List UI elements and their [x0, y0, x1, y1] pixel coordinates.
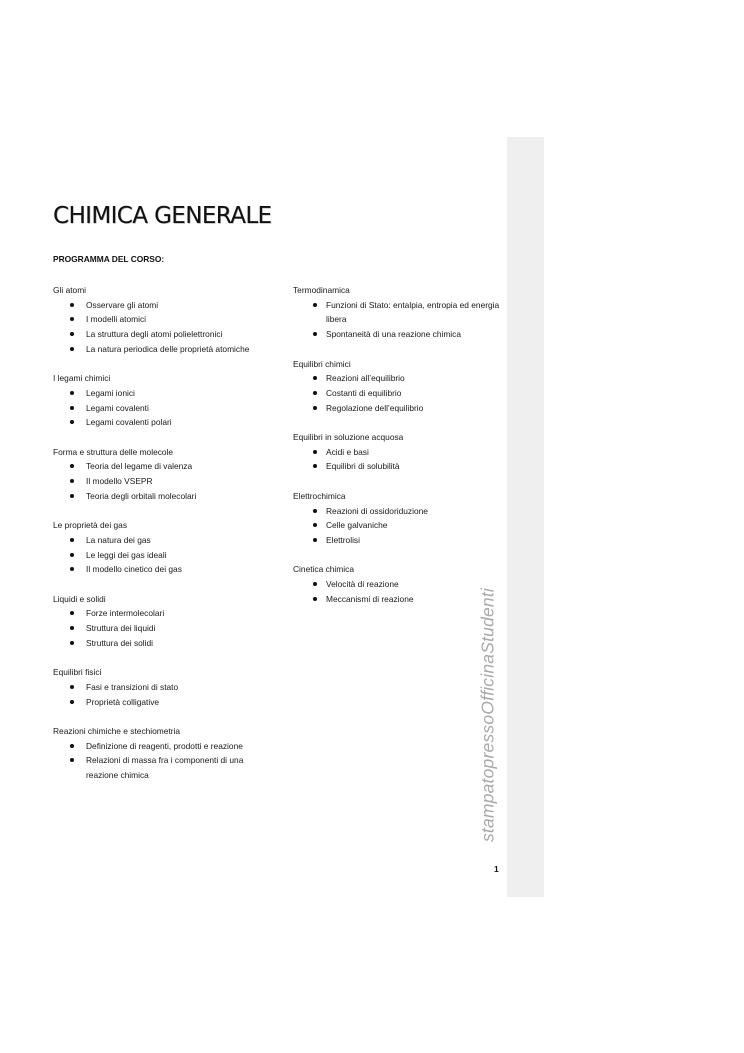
list-item-text: La natura periodica delle proprietà atomiche — [86, 343, 250, 354]
list-item — [53, 459, 253, 474]
bullet-list — [293, 577, 503, 606]
bullet-icon — [313, 523, 317, 527]
list-item — [53, 533, 253, 548]
bullet-list — [53, 298, 253, 357]
list-item — [293, 298, 503, 327]
section-equilibri-chimici — [293, 357, 503, 416]
list-item-text: Meccanismi di reazione — [326, 593, 414, 604]
list-item-text: Legami covalenti polari — [86, 417, 172, 428]
list-item — [53, 298, 253, 313]
section-gli-atomi — [53, 283, 253, 357]
bullet-icon — [70, 391, 74, 395]
bullet-list — [293, 445, 503, 474]
bullet-list — [293, 298, 503, 342]
bullet-icon — [313, 376, 317, 380]
section-title: Equilibri chimici — [293, 358, 351, 369]
section-title: I legami chimici — [53, 373, 111, 384]
section-equilibri-in-soluzione-acquosa — [293, 430, 503, 474]
list-item-text: Definizione di reagenti, prodotti e reazione — [86, 740, 243, 751]
list-item-text: Legami ionici — [86, 387, 135, 398]
bullet-icon — [70, 420, 74, 424]
bullet-icon — [70, 700, 74, 704]
list-item-text: Regolazione dell’equilibrio — [326, 402, 424, 413]
list-item — [53, 342, 253, 357]
list-item — [293, 445, 503, 460]
margin-gutter — [507, 137, 544, 897]
list-item — [53, 636, 253, 651]
list-item — [53, 415, 253, 430]
list-item-text: La natura dei gas — [86, 534, 151, 545]
list-item — [53, 401, 253, 416]
section-title: Forma e struttura delle molecole — [53, 446, 174, 457]
list-item-text: Struttura dei solidi — [86, 637, 154, 648]
list-item-text: Le leggi dei gas ideali — [86, 549, 167, 560]
section-title: Cinetica chimica — [293, 564, 354, 575]
list-item — [293, 504, 503, 519]
right-column — [293, 283, 503, 621]
list-item — [53, 753, 253, 782]
section-termodinamica — [293, 283, 503, 342]
list-item-text: Il modello cinetico dei gas — [86, 564, 182, 575]
bullet-icon — [70, 553, 74, 557]
bullet-list — [53, 739, 253, 783]
bullet-icon — [313, 538, 317, 542]
section-title: Reazioni chimiche e stechiometria — [53, 726, 181, 736]
bullet-icon — [70, 406, 74, 410]
list-item — [293, 533, 503, 548]
bullet-icon — [70, 744, 74, 748]
bullet-icon — [70, 479, 74, 483]
section-title: Le proprietà dei gas — [53, 520, 128, 531]
list-item — [53, 312, 253, 327]
list-item — [53, 562, 253, 577]
bullet-list — [53, 533, 253, 577]
bullet-icon — [313, 582, 317, 586]
bullet-list — [293, 371, 503, 415]
list-item — [293, 459, 503, 474]
bullet-icon — [313, 464, 317, 468]
list-item — [293, 401, 503, 416]
list-item-text: Legami covalenti — [86, 402, 149, 413]
bullet-icon — [70, 538, 74, 542]
bullet-icon — [70, 464, 74, 468]
list-item — [53, 606, 253, 621]
section-elettrochimica — [293, 489, 503, 548]
section-i-legami-chimici — [53, 371, 253, 430]
page-number: 1 — [494, 864, 499, 874]
list-item-text: Proprietà colligative — [86, 696, 160, 707]
bullet-list — [53, 459, 253, 503]
bullet-icon — [70, 332, 74, 336]
bullet-icon — [70, 303, 74, 307]
list-item-text: Velocità di reazione — [326, 579, 399, 589]
page-title: CHIMICA GENERALE — [53, 203, 272, 229]
page-subtitle: PROGRAMMA DEL CORSO: — [53, 254, 165, 264]
list-item-text: Teoria del legame di valenza — [86, 461, 193, 472]
list-item-text: Reazioni all’equilibrio — [326, 373, 405, 384]
list-item — [53, 621, 253, 636]
list-item-text: Forze intermolecolari — [86, 608, 165, 619]
section-equilibri-fisici — [53, 665, 253, 709]
bullet-icon — [70, 567, 74, 571]
bullet-icon — [70, 641, 74, 645]
bullet-icon — [313, 332, 317, 336]
list-item-text: Spontaneità di una reazione chimica — [326, 329, 462, 340]
list-item — [53, 695, 253, 710]
list-item-text: Teoria degli orbitali molecolari — [86, 490, 197, 501]
bullet-icon — [313, 450, 317, 454]
list-item-text: Costanti di equilibrio — [326, 387, 402, 398]
bullet-icon — [70, 611, 74, 615]
list-item — [293, 518, 503, 533]
section-cinetica-chimica — [293, 562, 503, 606]
section-title: Equilibri fisici — [53, 667, 102, 678]
section-title: Elettrochimica — [293, 490, 346, 501]
bullet-icon — [70, 626, 74, 630]
list-item — [293, 386, 503, 401]
list-item-text: Celle galvaniche — [326, 520, 388, 531]
bullet-list — [53, 386, 253, 430]
list-item — [293, 592, 503, 607]
section-forma-e-struttura-delle-molecole — [53, 445, 253, 504]
section-title: Termodinamica — [293, 285, 350, 295]
list-item-text: Reazioni di ossidoriduzione — [326, 505, 428, 516]
bullet-list — [293, 504, 503, 548]
list-item-text: Acidi e basi — [326, 446, 369, 457]
list-item-text: Relazioni di massa fra i componenti di una reazione chimica — [86, 755, 244, 781]
bullet-icon — [313, 406, 317, 410]
list-item — [53, 680, 253, 695]
list-item-text: Fasi e transizioni di stato — [86, 681, 179, 692]
watermark-text: stampatopressoOfficinaStudenti — [477, 587, 498, 843]
list-item — [53, 739, 253, 754]
section-title: Liquidi e solidi — [53, 593, 106, 604]
section-title: Gli atomi — [53, 285, 87, 295]
list-item-text: Equilibri di solubilità — [326, 461, 400, 472]
list-item-text: I modelli atomici — [86, 314, 147, 325]
list-item-text: La struttura degli atomi polielettronici — [86, 329, 223, 340]
list-item-text: Il modello VSEPR — [86, 476, 153, 487]
section-liquidi-e-solidi — [53, 592, 253, 651]
bullet-icon — [313, 509, 317, 513]
bullet-icon — [313, 597, 317, 601]
bullet-list — [53, 606, 253, 650]
list-item — [53, 548, 253, 563]
bullet-list — [53, 680, 253, 709]
list-item-text: Elettrolisi — [326, 534, 360, 545]
list-item — [53, 474, 253, 489]
list-item — [293, 577, 503, 592]
list-item — [53, 386, 253, 401]
bullet-icon — [70, 347, 74, 351]
bullet-icon — [70, 494, 74, 498]
list-item — [293, 371, 503, 386]
list-item — [293, 327, 503, 342]
bullet-icon — [70, 317, 74, 321]
section-le-proprieta-dei-gas — [53, 518, 253, 577]
section-title: Equilibri in soluzione acquosa — [293, 432, 404, 442]
list-item-text: Osservare gli atomi — [86, 299, 159, 310]
left-column — [53, 283, 253, 798]
list-item — [53, 489, 253, 504]
bullet-icon — [313, 391, 317, 395]
list-item — [53, 327, 253, 342]
list-item-text: Struttura dei liquidi — [86, 623, 156, 634]
section-reazioni-chimiche-e-stechiometria — [53, 724, 253, 783]
bullet-icon — [70, 758, 74, 762]
list-item-text: Funzioni di Stato: entalpia, entropia ed energia libera — [326, 299, 500, 325]
bullet-icon — [313, 303, 317, 307]
bullet-icon — [70, 685, 74, 689]
